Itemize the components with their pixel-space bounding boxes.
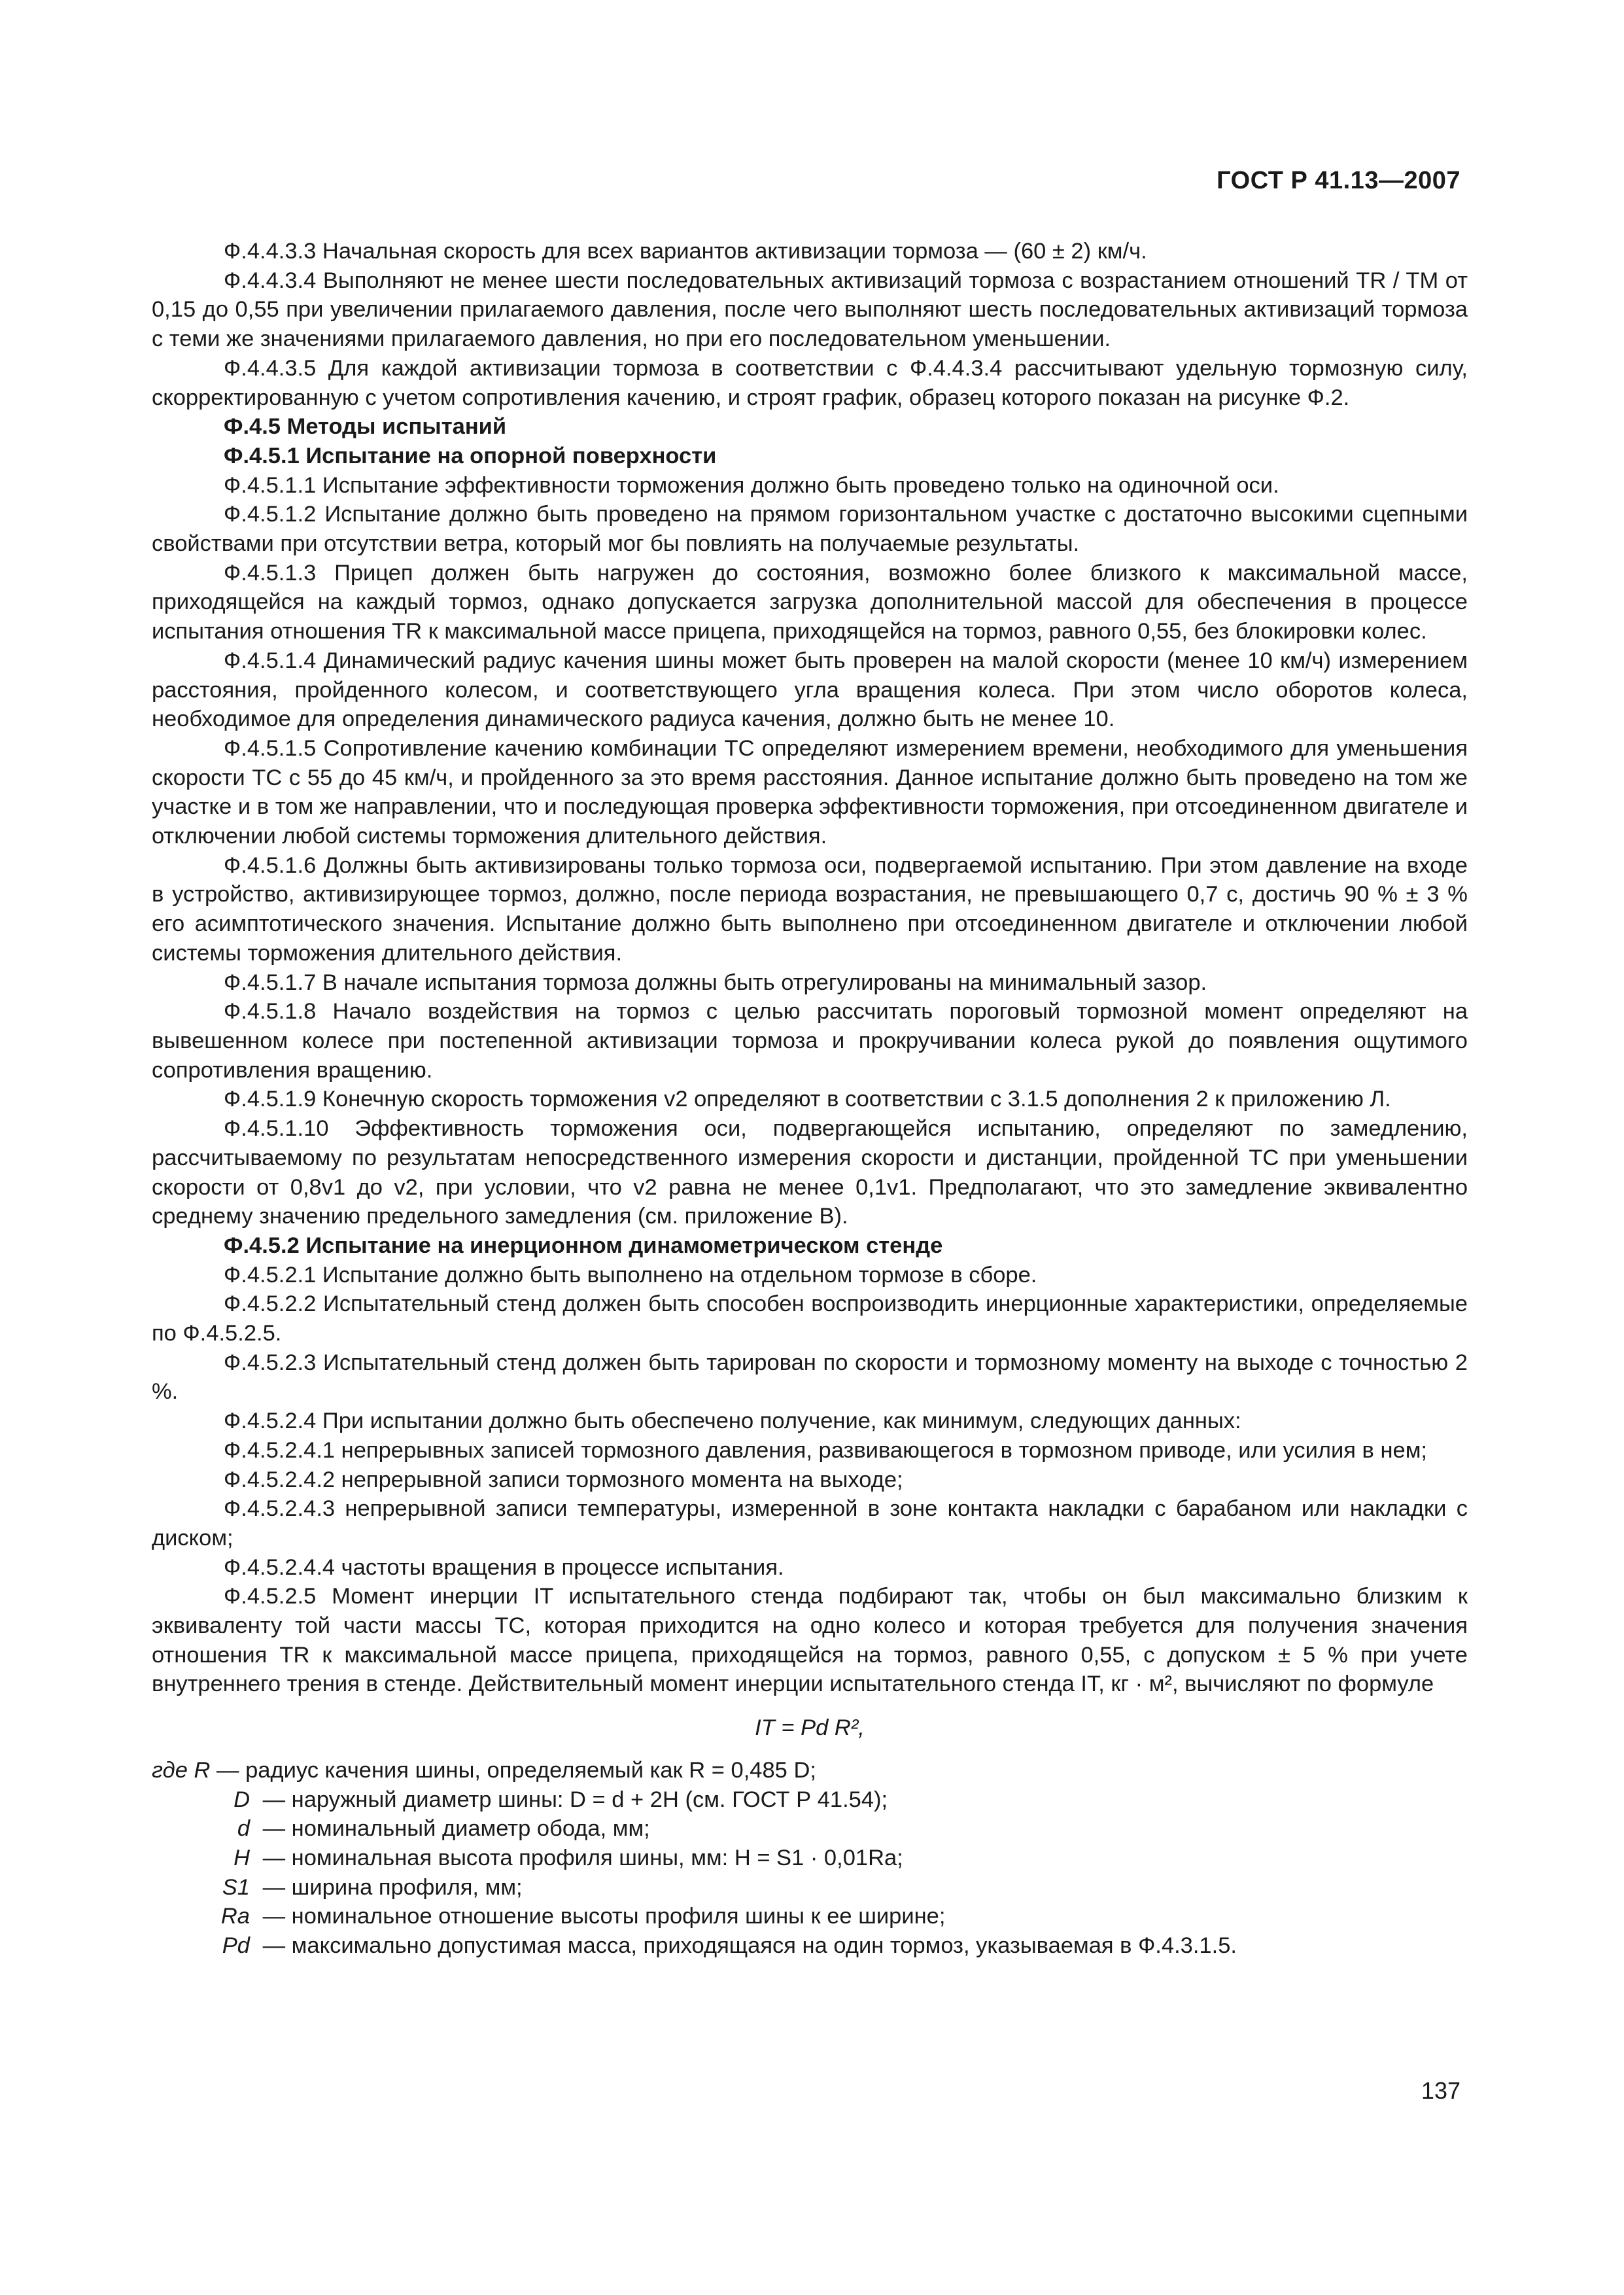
paragraph: Ф.4.5.1.9 Конечную скорость торможения v2 определяют в соответствии с 3.1.5 дополнения 2 к приложению Л. — [224, 1087, 1391, 1112]
paragraph: Ф.4.5.1.8 Начало воздействия на тормоз с целью рассчитать пороговый тормозной момент определяют на вывешенном колесе при постепенной активизации тормоза и прокручивании колеса рукой до появления ощутимого сопротивления вращению. — [152, 999, 1468, 1083]
paragraph: Ф.4.5.1.7 В начале испытания тормоза должны быть отрегулированы на минимальный зазор. — [224, 970, 1207, 995]
paragraph: Ф.4.5.1.6 Должны быть активизированы только тормоза оси, подвергаемой испытанию. При этом давление на входе в устройство, активизирующее тормоз, должно, после периода возрастания, не превышающего 0,7 с, достичь 90 % ± 3 % его асимптотического значения. Испытание должно быть выполнено при отсоединенном двигателе и отключении любой системы торможения длительного действия. — [152, 852, 1468, 966]
paragraph: Ф.4.5.2.4.4 частоты вращения в процессе испытания. — [224, 1554, 784, 1580]
paragraph: Ф.4.5.1.4 Динамический радиус качения шины может быть проверен на малой скорости (менее 10 км/ч) измерением расстояния, пройденного колесом, и соответствующего угла вращения колеса. При этом число оборотов колеса, необходимое для определения динамического радиуса качения, должно быть не менее 10. — [152, 648, 1468, 732]
paragraph: Ф.4.4.3.5 Для каждой активизации тормоза в соответствии с Ф.4.4.3.4 рассчитывают удельную тормозную силу, скорректированную с учетом сопротивления качению, и строят график, образец которого показан на рисунке Ф.2. — [152, 355, 1468, 410]
definition-text: — наружный диаметр шины: D = d + 2H (см. ГОСТ Р 41.54); — [262, 1787, 888, 1812]
definition-symbol: S1 — [222, 1874, 250, 1900]
definition-symbol: Pd — [222, 1933, 250, 1959]
definition-row — [152, 1756, 1468, 1785]
paragraph: Ф.4.5.1.2 Испытание должно быть проведено на прямом горизонтальном участке с достаточно высокими сцепными свойствами при отсутствии ветра, который мог бы повлиять на получаемые результаты. — [152, 502, 1468, 557]
paragraph: Ф.4.5.1.10 Эффективность торможения оси, подвергающейся испытанию, определяют по замедлению, рассчитываемому по результатам непосредственного измерения скорости и дистанции, пройденной ТС при уменьшении скорости от 0,8v1 до v2, при условии, что v2 равна не менее 0,1v1. Предполагают, что это замедление эквивалентно среднему значению предельного замедления (см. приложение В). — [152, 1116, 1468, 1229]
definition-symbol: Ra — [220, 1904, 250, 1929]
paragraph: Ф.4.5.2.2 Испытательный стенд должен быть способен воспроизводить инерционные характеристики, определяемые по Ф.4.5.2.5. — [152, 1291, 1468, 1346]
document-body — [152, 237, 1468, 1961]
paragraph: Ф.4.5.1.5 Сопротивление качению комбинации ТС определяют измерением времени, необходимого для уменьшения скорости ТС с 55 до 45 км/ч, и пройденного за это время расстояния. Данное испытание должно быть проведено на том же участке и в том же направлении, что и последующая проверка эффективности торможения, при отсоединенном двигателе и отключении любой системы торможения длительного действия. — [152, 735, 1468, 849]
definition-row — [152, 1931, 1468, 1961]
definitions-list — [152, 1756, 1468, 1961]
paragraph: Ф.4.5.1.1 Испытание эффективности торможения должно быть проведено только на одиночной оси. — [224, 472, 1279, 498]
definition-row — [152, 1844, 1468, 1873]
paragraph: Ф.4.5.1.3 Прицеп должен быть нагружен до состояния, возможно более близкого к максимальной массе, приходящейся на каждый тормоз, однако допускается загрузка дополнительной массой для обеспечения в процессе испытания отношения TR к максимальной массе прицепа, приходящейся на тормоз, равного 0,55, без блокировки колес. — [152, 560, 1468, 644]
page-number: 137 — [1421, 2077, 1460, 2104]
definition-row — [152, 1785, 1468, 1815]
paragraph: Ф.4.4.3.3 Начальная скорость для всех вариантов активизации тормоза — (60 ± 2) км/ч. — [224, 239, 1147, 264]
paragraph: Ф.4.5.2.4.3 непрерывной записи температуры, измеренной в зоне контакта накладки с барабаном или накладки с диском; — [152, 1496, 1468, 1550]
paragraph: Ф.4.5.2.5 Момент инерции IT испытательного стенда подбирают так, чтобы он был максимально близким к эквиваленту той части массы ТС, которая приходится на одно колесо и которая требуется для получения значения отношения TR к максимальной массе прицепа, приходящейся на тормоз, равного 0,55, с допуском ± 5 % при учете внутреннего трения в стенде. Действительный момент инерции испытательного стенда IT, кг · м², вычисляют по формуле — [152, 1584, 1468, 1697]
definition-row — [152, 1873, 1468, 1902]
definition-row — [152, 1902, 1468, 1931]
definition-text: — радиус качения шины, определяемый как R = 0,485 D; — [216, 1757, 816, 1783]
paragraph: Ф.4.5.2.1 Испытание должно быть выполнено на отдельном тормозе в сборе. — [224, 1262, 1037, 1288]
paragraph-list — [152, 237, 1468, 1699]
definition-text: — номинальный диаметр обода, мм; — [262, 1816, 650, 1842]
definition-row — [152, 1814, 1468, 1844]
section-heading: Ф.4.5.2 Испытание на инерционном динамометрическом стенде — [224, 1233, 943, 1258]
section-heading: Ф.4.5 Методы испытаний — [224, 414, 507, 440]
definition-symbol: H — [233, 1845, 250, 1870]
definition-text: — номинальное отношение высоты профиля шины к ее ширине; — [262, 1904, 946, 1929]
definition-symbol: где R — [152, 1757, 211, 1783]
formula: IT = Pd R², — [755, 1715, 865, 1741]
paragraph: Ф.4.4.3.4 Выполняют не менее шести последовательных активизаций тормоза с возрастанием отношений TR / TM от 0,15 до 0,55 при увеличении прилагаемого давления, после чего выполняют шесть последовательных активизаций тормоза с теми же значениями прилагаемого давления, но при его последовательном уменьшении. — [152, 268, 1468, 352]
definition-text: — номинальная высота профиля шины, мм: H = S1 · 0,01Ra; — [262, 1845, 903, 1870]
paragraph: Ф.4.5.2.4 При испытании должно быть обеспечено получение, как минимум, следующих данных: — [224, 1409, 1241, 1434]
paragraph: Ф.4.5.2.4.1 непрерывных записей тормозного давления, развивающегося в тормозном приводе, или усилия в нем; — [224, 1437, 1428, 1463]
definition-symbol: d — [237, 1816, 250, 1842]
document-header: ГОСТ Р 41.13—2007 — [1217, 167, 1460, 194]
paragraph: Ф.4.5.2.3 Испытательный стенд должен быть тарирован по скорости и тормозному моменту на выходе с точностью 2 %. — [152, 1350, 1468, 1405]
section-heading: Ф.4.5.1 Испытание на опорной поверхности — [224, 443, 717, 468]
definition-text: — максимально допустимая масса, приходящаяся на один тормоз, указываемая в Ф.4.3.1.5. — [262, 1933, 1237, 1959]
paragraph: Ф.4.5.2.4.2 непрерывной записи тормозного момента на выходе; — [224, 1467, 903, 1492]
definition-symbol: D — [233, 1787, 250, 1812]
definition-text: — ширина профиля, мм; — [262, 1874, 523, 1900]
